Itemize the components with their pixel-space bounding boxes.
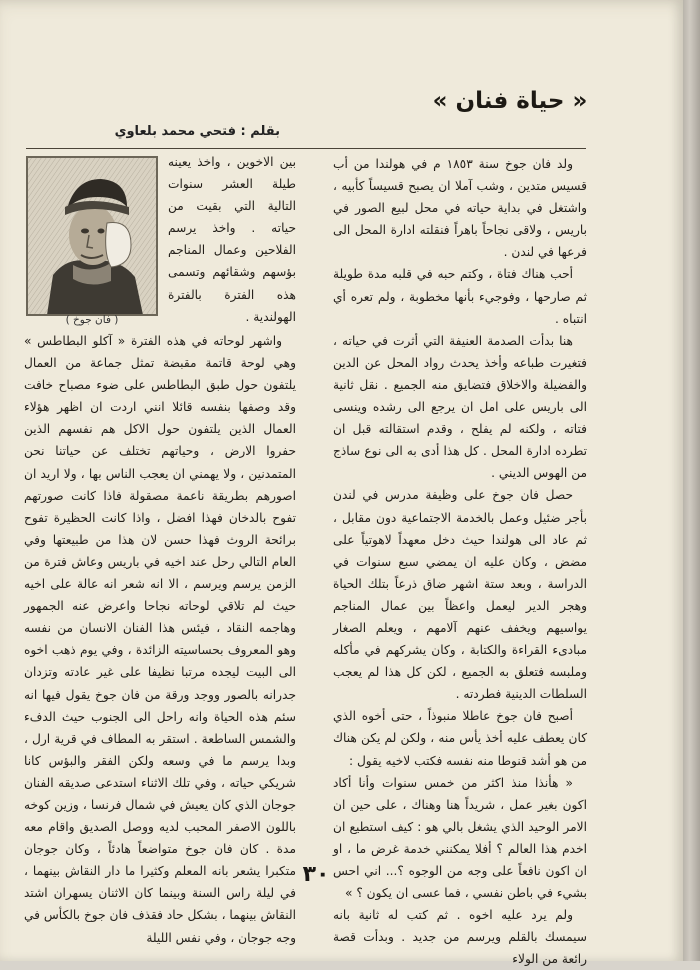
portrait-caption: ( فان جوخ ) — [65, 314, 119, 326]
paragraph: بين الاخوين ، واخذ يعينه طيلة العشر سنوات التالية التي بقيت من حياته . واخذ يرسم الفلاحين وعمال المناجم بؤسهم وشقائهم وتسمى هذه الفترة بالفترة الهولندية . — [168, 155, 296, 324]
paragraph: ولم يرد عليه اخوه . ثم كتب له ثانية بانه سيمسك بالقلم ويرسم من جديد . وبدأت قصة رائعة من الولاء — [333, 908, 587, 967]
paragraph: هنا بدأت الصدمة العنيفة التي أثرت في حياته ، فتغيرت طباعه وأخذ يحدث رواد المحل عن الدين والفضيلة والاخلاق فتضايق منه الجميع . نقل ثانية الى باريس على امل ان يرجع الى رشده وينسى فتاته ، ولكنه لم يفلح ، وقدم استقالته قبل ان تطرده ادارة المحل . كل هذا أدى به الى نوع ساذج من الهوس الديني . — [333, 333, 587, 481]
article-byline: بقلم : فتحي محمد بلعاوي — [114, 124, 280, 139]
paragraph: واشهر لوحاته في هذه الفترة « آكلو البطاطس » وهي لوحة قاتمة مقبضة تمثل جماعة من العمال يلتفون حول طبق البطاطس على ضوء مصباح خافت وقد وصفها بنفسه قائلا انني اردت ان اظهر هؤلاء العمال الذين يلتفون حول الاكل هم نفسهم الذين حفروا الارض ، وحياتهم تختلف عن حياتنا نحن المتمدنين ، ولا يهمني ان يعجب الناس بها ، ولا اريد ان اصورهم بطريقة ناعمة مصقولة فاذا كانت صورتهم تفوح بالدخان فهذا افضل ، واذا كانت الحظيرة تفوح برائحة الروث فهذا حسن لان هذا من طبيعتها وفي العام التالي رحل عند اخيه في باريس وعاش فترة من الزمن يرسم ويرسم ، الا انه شعر انه عالة على اخيه حيث لم تلاقي لوحاته نجاحا واعرض عنه الجمهور وهاجمه النقاد ، فيئس هذا الفنان الانسان من نفسه وهو المعروف بحساسيته الزائدة ، وفي يوم ذهب اخوه الى البيت ليجده مرتبا نظيفا على غير عادته وتزدان جدرانه بالصور ووجد ورقة من فان جوخ يقول فيها انه سئم هذه الحياة وانه راحل الى الجنوب حيث الدفء والشمس الساطعة . استقر به المطاف في قرية ارل ، وبدا يرسم ما في وسعه ولكن الفقر والبؤس كانا شريكي حياته ، وفي تلك الاثناء استدعى صديقه الفنان جوجان الذي كان يعيش في شمال فرنسا ، وزين كوخه باللون الاصفر المحبب لديه ووصل الصديق واقام معه مدة . كان فان جوخ متواضعاً هادئاً ، وكان جوجان متكبرا يشعر بانه المعلم وكثيرا ما دار النقاش بينهما ، في ليلة راس السنة وبينما كان الاثنان يسهران اشتد النقاش بينهما ، بشكل حاد فقذف فان جوخ بالكأس في وجه جوجان ، وفي نفس الليلة — [24, 334, 296, 945]
portrait-drawing — [27, 157, 157, 315]
paragraph: ولد فان جوخ سنة ١٨٥٣ م في هولندا من أب قسيس متدين ، وشب آملا ان يصبح قسيساً كأبيه ، واشتغل في بداية حياته في محل لبيع الصور في باريس ، ولاقى نجاحاً باهراً فنقلته ادارة المحل الى فرعها في لندن . — [333, 157, 587, 260]
paragraph: حصل فان جوخ على وظيفة مدرس في لندن بأجر ضئيل وعمل بالخدمة الاجتماعية دون مقابل ، ثم عاد الى هولندا حيث دخل معهداً لاهوتياً على مضض ، وكان عليه ان يمضي سبع سنوات في الدراسة ، وبعد ستة اشهر ضاق ذرعاً بتلك الحياة وهجر الدير ليعمل واعظاً بين عمال المناجم يواسيهم ويخفف عنهم آلامهم ، ويعلم الصغار مبادىء القراءة والكتابة ، وكان يشركهم في مأكله وملبسه فتعلق به الجميع ، لكن كل هذا لم يعجب السلطات الدينية فطردته . — [333, 488, 587, 702]
paragraph: « هأنذا منذ اكثر من خمس سنوات وأنا أكاد اكون بغير عمل ، شريداً هنا وهناك ، على حين ان الامر الوحيد الذي يشغل بالي هو : كيف استطيع ان اخدم هذا العالم ؟ أفلا يمكنني خدمة غرض ما ، او ان اكون نافعاً على وجه من الوجوه ؟... اني احس بشيء في باطن نفسي ، فما عسى ان يكون ؟ » — [333, 775, 587, 901]
header-rule — [26, 148, 586, 149]
paragraph: أصبح فان جوخ عاطلا منبوذاً ، حتى أخوه الذي كان يعطف عليه أخذ يأس منه ، ولكن لم يكن هناك من هو أشد قنوطا منه نفسه فكتب لاخيه يقول : — [333, 709, 587, 768]
article-title: « حياة فنان » — [432, 88, 588, 114]
left-column-text — [24, 330, 296, 945]
left-column-top-text — [168, 151, 296, 324]
paragraph: أحب هناك فتاة ، وكتم حبه في قلبه مدة طويلة ثم صارحها ، وفوجيء بأنها مخطوبة ، ولم تعره أي انتباه . — [333, 267, 587, 326]
page-number: ٣٠ — [302, 862, 330, 887]
portrait-image — [26, 156, 158, 316]
page-edge — [683, 0, 700, 961]
right-column-text — [333, 153, 587, 967]
